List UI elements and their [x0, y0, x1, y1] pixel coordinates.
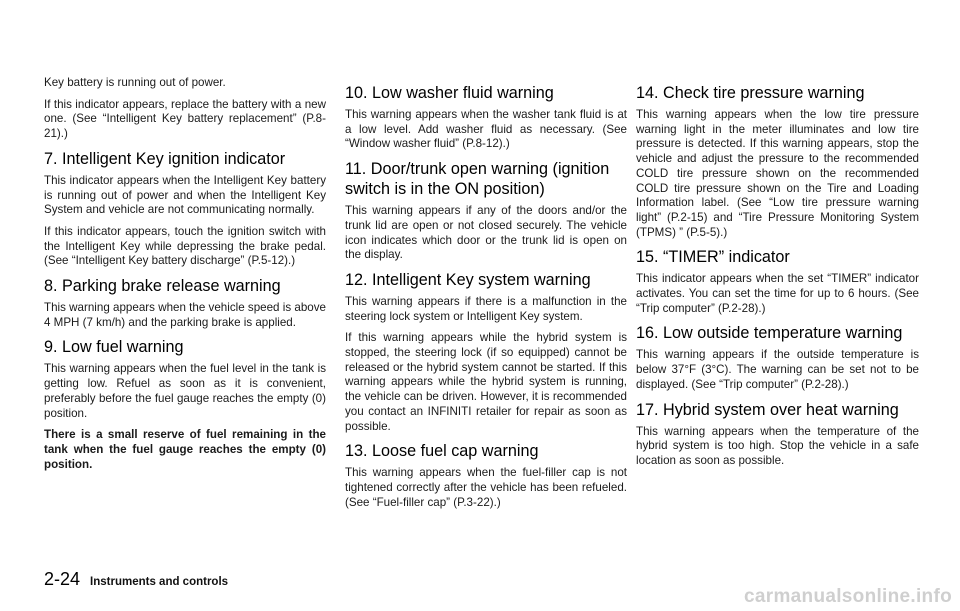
heading-11: 11. Door/trunk open warning (ignition switch is in the ON position) [345, 160, 610, 199]
heading-16: 16. Low outside temperature warning [636, 324, 903, 343]
heading-12: 12. Intelligent Key system warning [345, 270, 591, 289]
paragraph: Key battery is running out of power. [44, 76, 226, 89]
paragraph: This warning appears if the outside temperature is below 37°F (3°C). The warning can be set not to be displayed. (See “Trip computer” (P.2-28).) [636, 348, 919, 391]
heading-9: 9. Low fuel warning [44, 338, 184, 357]
column-right [636, 76, 919, 476]
bold-note: There is a small reserve of fuel remaining in the tank when the fuel gauge reaches the empty (0) position. [44, 428, 326, 471]
paragraph: If this indicator appears, touch the ignition switch with the Intelligent Key while depressing the brake pedal. (See “Intelligent Key battery discharge” (P.5-12).) [44, 224, 326, 268]
watermark: carmanualsonline.info [744, 586, 952, 607]
paragraph: This indicator appears when the Intelligent Key battery is running out of power and when the Intelligent Key System and vehicle are not communicating normally. [44, 173, 326, 217]
paragraph: This warning appears if there is a malfunction in the steering lock system or Intelligent Key system. [345, 294, 627, 323]
paragraph: This warning appears if any of the doors and/or the trunk lid are open or not closed securely. The vehicle icon indicates which door or the trunk lid is open on the display. [345, 204, 627, 262]
paragraph: This warning appears when the fuel level in the tank is getting low. Refuel as soon as it is convenient, preferably before the fuel gauge reaches the empty (0) position. [44, 362, 326, 420]
section-title: Instruments and controls [90, 576, 229, 588]
paragraph: If this indicator appears, replace the battery with a new one. (See “Intelligent Key battery replacement” (P.8-21).) [44, 97, 326, 141]
paragraph: This indicator appears when the set “TIMER” indicator activates. You can set the time for up to 6 hours. (See “Trip computer” (P.2-28).) [636, 272, 919, 315]
paragraph: This warning appears when the temperature of the hybrid system is too high. Stop the vehicle in a safe location as soon as possible. [636, 424, 919, 467]
page-number: 2-24 [44, 569, 81, 589]
paragraph: If this warning appears while the hybrid system is stopped, the steering lock (if so equipped) cannot be released or the hybrid system cannot be started. If this warning appears while the hybrid system is running, the vehicle can be driven. However, it is recommended you contact an INFINITI retailer for repair as soon as possible. [345, 331, 627, 433]
heading-14: 14. Check tire pressure warning [636, 84, 865, 102]
paragraph: This warning appears when the washer tank fluid is at a low level. Add washer fluid as necessary. (See “Window washer fluid” (P.8-12).) [345, 108, 627, 151]
column-middle [345, 76, 627, 517]
heading-13: 13. Loose fuel cap warning [345, 442, 539, 461]
paragraph: This warning appears when the low tire pressure warning light in the meter illuminates and low tire pressure is detected. If this warning appears, stop the vehicle and adjust the pressure to the recommended COLD tire pressure shown on the recommended COLD tire pressure shown on the Tire and Loading Information label. (See “Low tire pressure warning light” (P.2-15) and “Tire Pressure Monitoring System (TPMS) ” (P.5-5).) [636, 108, 919, 239]
heading-10: 10. Low washer fluid warning [345, 84, 554, 102]
heading-17: 17. Hybrid system over heat warning [636, 400, 899, 419]
heading-8: 8. Parking brake release warning [44, 277, 281, 296]
paragraph: This warning appears when the vehicle speed is above 4 MPH (7 km/h) and the parking brake is applied. [44, 301, 326, 329]
paragraph: This warning appears when the fuel-filler cap is not tightened correctly after the vehicle has been refueled. (See “Fuel-filler cap” (P.3-22).) [345, 466, 627, 509]
column-left [44, 76, 326, 479]
page-footer [44, 569, 228, 590]
heading-15: 15. “TIMER” indicator [636, 248, 790, 267]
heading-7: 7. Intelligent Key ignition indicator [44, 149, 286, 168]
